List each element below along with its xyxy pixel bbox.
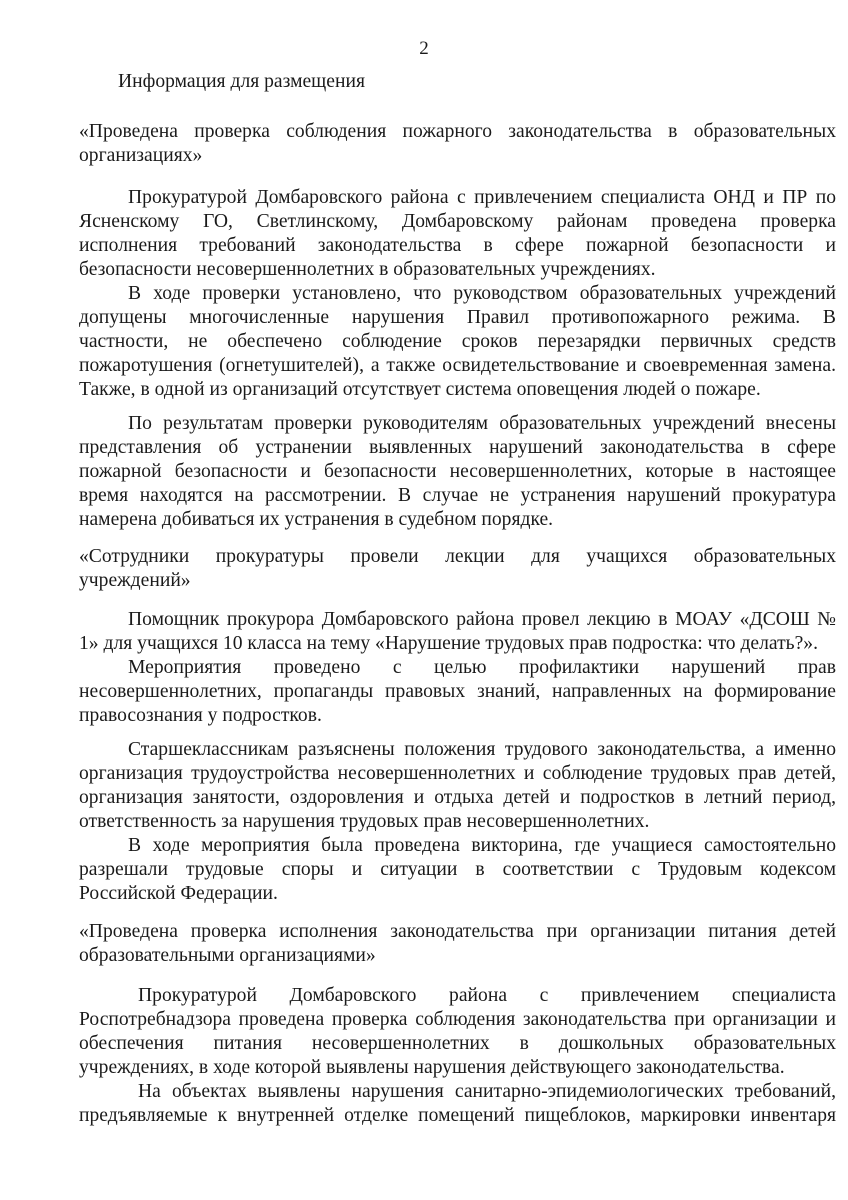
page-number: 2	[419, 38, 429, 59]
s1-p2-line-2: допущены многочисленные нарушения Правил противопожарного режима. В	[79, 307, 836, 328]
s1-p1-line-1: Прокуратурой Домбаровского района с привлечением специалиста ОНД и ПР по	[128, 187, 836, 208]
s1-p3-line-4: время находятся на рассмотрении. В случае не устранения нарушений прокуратура	[79, 485, 836, 506]
s1-p1-line-2: Ясненскому ГО, Светлинскому, Домбаровскому районам проведена проверка	[79, 211, 836, 232]
s1-p3-line-5: намерена добиваться их устранения в судебном порядке.	[79, 509, 554, 530]
s1-p1-line-3: исполнения требований законодательства в сфере пожарной безопасности и	[79, 235, 836, 256]
s1-p3-line-2: представления об устранении выявленных нарушений законодательства в сфере	[79, 437, 836, 458]
s3-p1-line-4: учреждениях, в ходе которой выявлены нарушения действующего законодательства.	[79, 1057, 785, 1078]
s1-p2-line-5: Также, в одной из организаций отсутствует система оповещения людей о пожаре.	[79, 379, 761, 400]
s2-p4-line-1: В ходе мероприятия была проведена викторина, где учащиеся самостоятельно	[128, 835, 836, 856]
s1-p1-line-4: безопасности несовершеннолетних в образовательных учреждениях.	[79, 259, 656, 280]
s1-p3-line-3: пожарной безопасности и безопасности несовершеннолетних, которые в настоящее	[79, 461, 836, 482]
s2-p1-line-2: 1» для учащихся 10 класса на тему «Нарушение трудовых прав подростка: что делать?».	[79, 633, 818, 654]
s2-p3-line-3: организация занятости, оздоровления и отдыха детей и подростков в летний период,	[79, 787, 836, 808]
s3-p2-line-2: предъявляемые к внутренней отделке помещений пищеблоков, маркировки инвентаря	[79, 1105, 836, 1126]
s2-p3-line-2: организация трудоустройства несовершеннолетних и соблюдение трудовых прав детей,	[79, 763, 836, 784]
s1-p3-line-1: По результатам проверки руководителям образовательных учреждений внесены	[128, 413, 836, 434]
s2-p4-line-2: разрешали трудовые споры и ситуации в соответствии с Трудовым кодексом	[79, 859, 836, 880]
s2-p3-line-4: ответственность за нарушения трудовых прав несовершеннолетних.	[79, 811, 650, 832]
s2-p1-line-1: Помощник прокурора Домбаровского района провел лекцию в МОАУ «ДСОШ №	[128, 609, 836, 630]
s3-p2-line-1: На объектах выявлены нарушения санитарно-эпидемиологических требований,	[138, 1081, 836, 1102]
s2-p4-line-3: Российской Федерации.	[79, 883, 278, 904]
section-2-title-line-1: «Сотрудники прокуратуры провели лекции для учащихся образовательных	[79, 546, 836, 567]
s2-p2-line-2: несовершеннолетних, пропаганды правовых знаний, направленных на формирование	[79, 681, 836, 702]
section-2-title-line-2: учреждений»	[79, 570, 191, 591]
header-title: Информация для размещения	[118, 71, 365, 92]
s1-p2-line-4: пожаротушения (огнетушителей), а также освидетельствование и своевременная замена.	[79, 355, 836, 376]
s2-p3-line-1: Старшеклассникам разъяснены положения трудового законодательства, а именно	[128, 739, 836, 760]
s1-p2-line-1: В ходе проверки установлено, что руководством образовательных учреждений	[128, 283, 836, 304]
s1-p2-line-3: частности, не обеспечено соблюдение сроков перезарядки первичных средств	[79, 331, 836, 352]
s3-p1-line-1: Прокуратурой Домбаровского района с привлечением специалиста	[138, 985, 836, 1006]
s2-p2-line-3: правосознания у подростков.	[79, 705, 322, 726]
section-3-title-line-1: «Проведена проверка исполнения законодательства при организации питания детей	[79, 921, 836, 942]
s2-p2-line-1: Мероприятия проведено с целью профилактики нарушений прав	[128, 657, 836, 678]
s3-p1-line-2: Роспотребнадзора проведена проверка соблюдения законодательства при организации и	[79, 1009, 836, 1030]
s3-p1-line-3: обеспечения питания несовершеннолетних в дошкольных образовательных	[79, 1033, 836, 1054]
section-3-title-line-2: образовательными организациями»	[79, 945, 376, 966]
section-1-title-line-1: «Проведена проверка соблюдения пожарного законодательства в образовательных	[79, 121, 836, 142]
section-1-title-line-2: организациях»	[79, 145, 203, 166]
